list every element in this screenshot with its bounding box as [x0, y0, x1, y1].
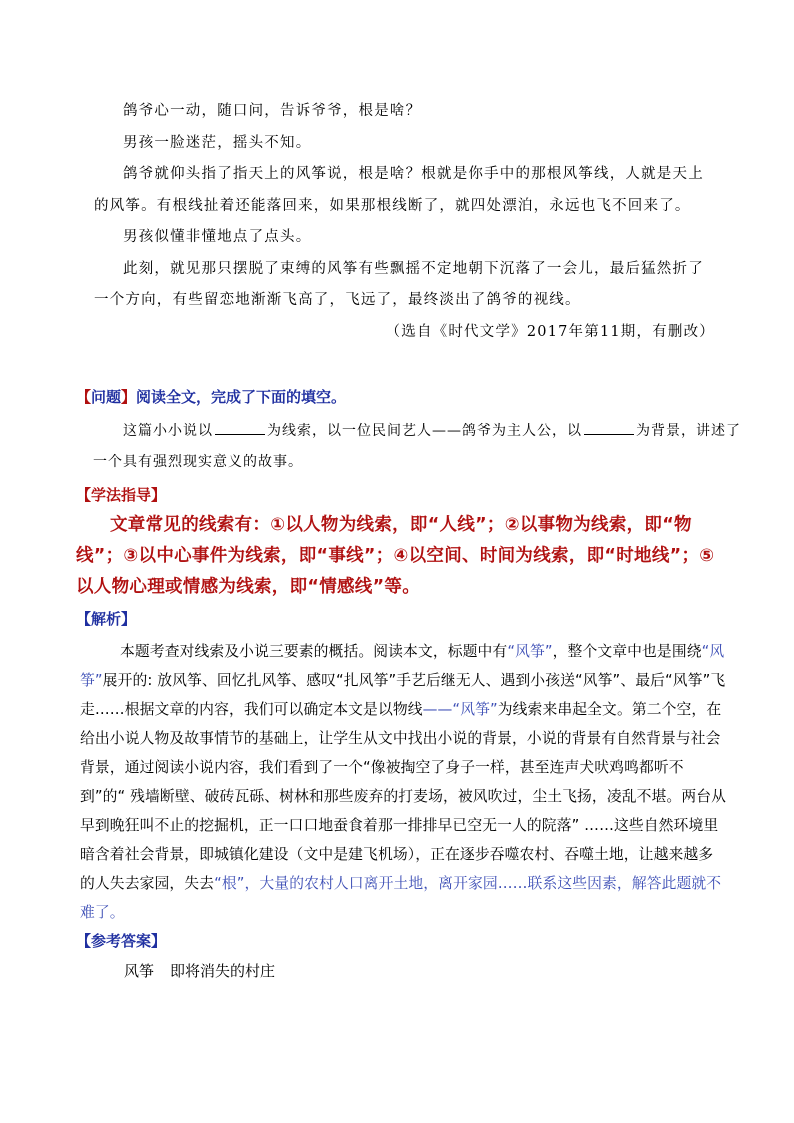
answer-item: 即将消失的村庄: [170, 962, 276, 980]
analysis-highlight: “根”，大量的农村人口离开土地，离开家园……联系这些因素，解答此题就不难了。: [80, 875, 722, 921]
analysis-heading: 【解析】: [76, 610, 137, 628]
analysis-text: ，整个文章中也是围绕: [552, 643, 702, 660]
question-body: [93, 416, 743, 478]
question-text: 阅读全文，完成了下面的填空。: [136, 388, 347, 406]
analysis-highlight: “风筝”: [80, 643, 725, 689]
story-paragraph: 男孩一脸迷茫，摇头不知。: [123, 134, 312, 151]
story-source: （选自《时代文学》2017年第11期，有删改）: [385, 323, 715, 340]
story-paragraph: 此刻，就见那只摆脱了束缚的风筝有些飘摇不定地朝下沉落了一会儿，最后猛然折了一个方向，有些留恋地渐渐飞高了，飞远了，最终淡出了鸽爷的视线。: [94, 260, 704, 308]
answer-item: 风筝: [124, 962, 155, 980]
question-bracket-open: 【: [76, 388, 92, 406]
answer-body: [124, 960, 291, 981]
method-body: 文章常见的线索有：①以人物为线索，即“人线”；②以事物为线索，即“物线”；③以中心事件为线索，即“事线”；④以空间、时间为线索，即“时地线”；⑤以人物心理或情感为线索，即“情感线”等。: [76, 515, 715, 597]
question-heading: [76, 386, 346, 407]
story-paragraph: 鸽爷就仰头指了指天上的风筝说，根是啥？根就是你手中的那根风筝线，人就是天上的风筝。有根线扯着还能落回来，如果那根线断了，就四处漂泊，永远也飞不回来了。: [94, 166, 704, 214]
answer-blank[interactable]: [584, 420, 634, 435]
question-label: 问题: [91, 388, 122, 406]
question-part: 为背景，讲述了一个具有强烈现实意义的故事。: [93, 423, 741, 470]
analysis-highlight: ——“风筝”: [422, 701, 498, 718]
story-paragraph: 男孩似懂非懂地点了点头。: [123, 229, 312, 245]
question-part: 为线索，以一位民间艺人——鸽爷为主人公，以: [267, 423, 582, 439]
analysis-text: 展开的: 放风筝、回忆扎风筝、感叹“扎风筝”手艺后继无人、遇到小孩送“风筝”、最后“风筝”飞走……根据文章的内容，我们可以确定本文是以物线: [80, 672, 726, 718]
analysis-body: [80, 637, 728, 927]
answer-blank[interactable]: [215, 420, 265, 435]
story-excerpt: [94, 96, 719, 348]
analysis-text: 本题考查对线索及小说三要素的概括。阅读本文，标题中有: [120, 643, 508, 660]
analysis-text: 为线索来串起全文。第二个空，在给出小说人物及故事情节的基础上，让学生从文中找出小说的背景，小说的背景有自然背景与社会背景，通过阅读小说内容，我们看到了一个“像被掏空了身子一样，甚至连声犬吠鸡鸣都听不到”的“ 残墙断壁、破砖瓦砾、树林和那些废弃的打麦场，被风吹过，尘土飞扬，凌乱不堪。两台从早到晚狂叫不止的挖掘机，正一口口地蚕食着那一排排早已空无一人的院落” ……这些自然环境里暗含着社会背景，即城镇化建设（文中是建飞机场），正在逐步吞噬农村、吞噬土地，让越来越多的人失去家园，失去: [80, 701, 727, 892]
answer-heading: 【参考答案】: [76, 932, 167, 950]
method-heading: 【学法指导】: [76, 486, 167, 504]
story-paragraph: 鸽爷心一动，随口问，告诉爷爷，根是啥？: [123, 103, 422, 119]
question-bracket-close: 】: [121, 388, 137, 406]
analysis-highlight: “风筝”: [507, 643, 553, 660]
question-part: 这篇小小说以: [123, 423, 213, 439]
